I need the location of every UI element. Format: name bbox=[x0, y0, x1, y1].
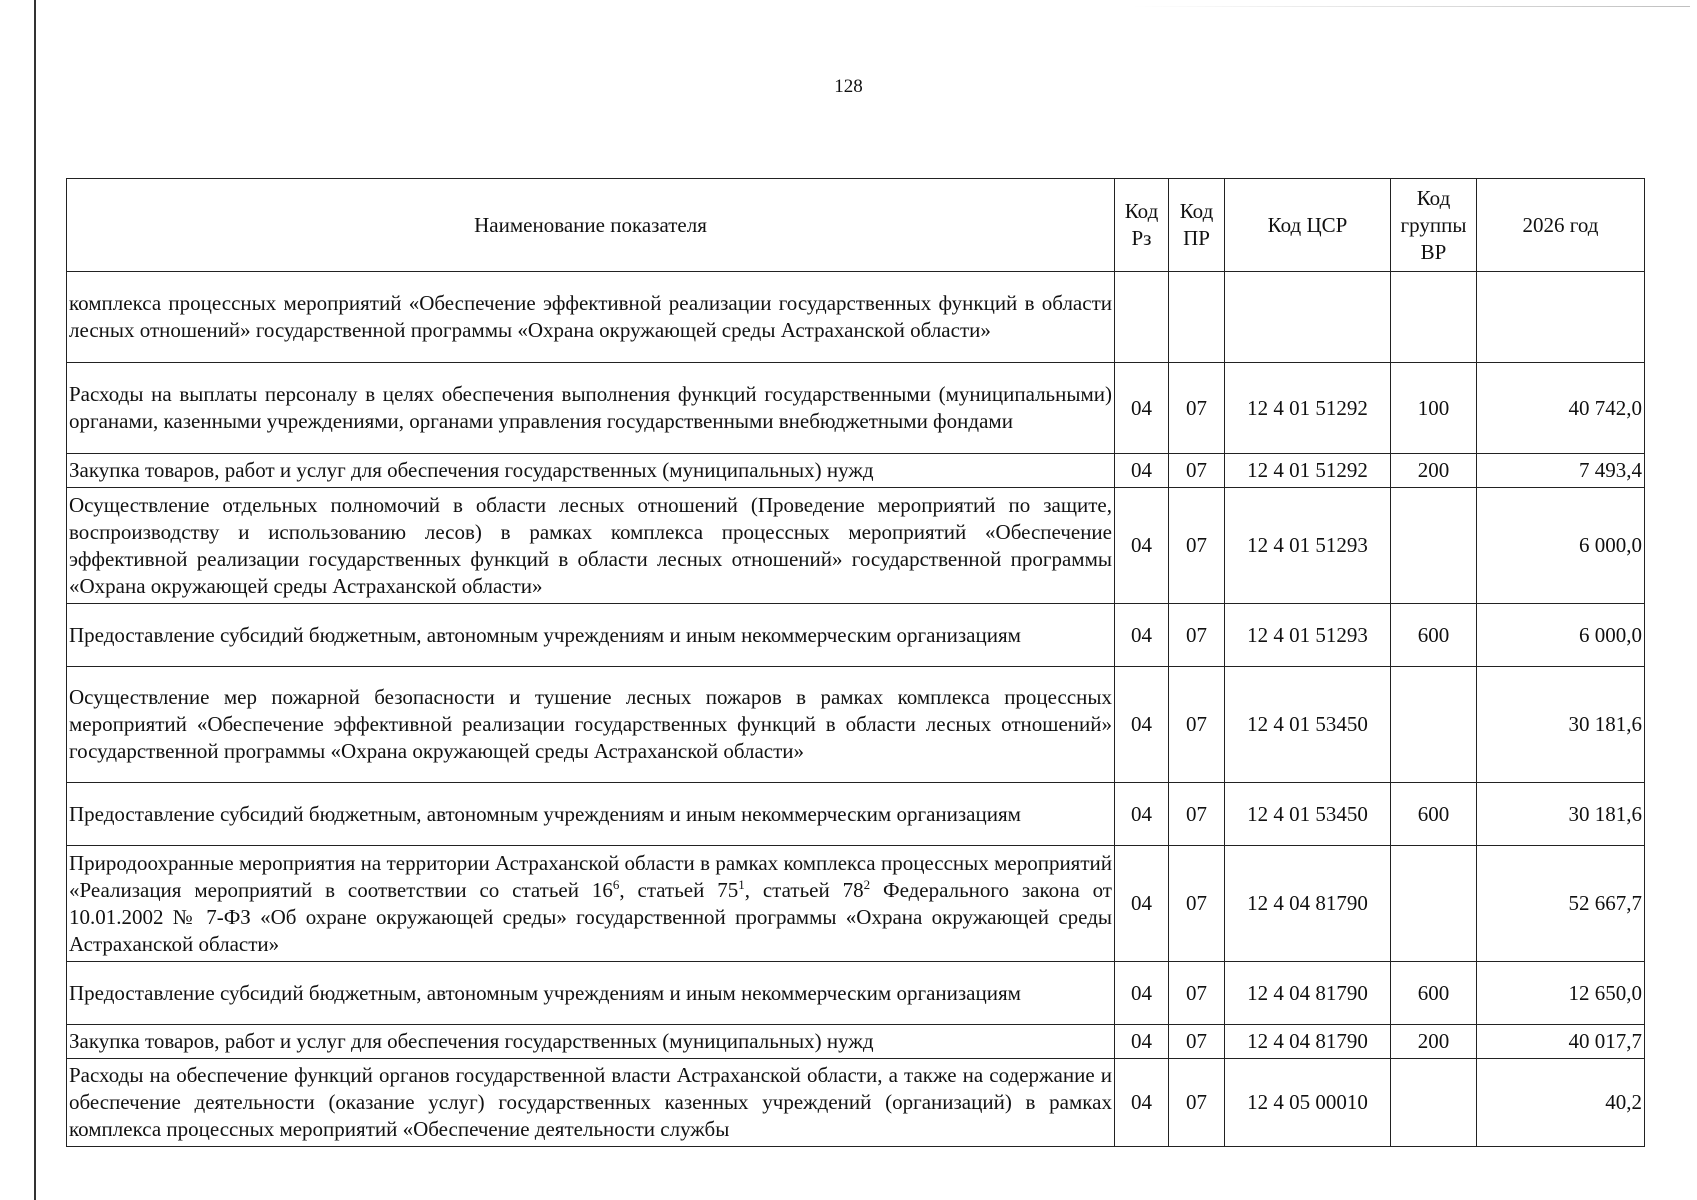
row-pr: 07 bbox=[1169, 783, 1225, 846]
table-row bbox=[67, 604, 1645, 667]
row-name: Закупка товаров, работ и услуг для обеспечения государственных (муниципальных) нужд bbox=[67, 454, 1115, 488]
table-row bbox=[67, 846, 1645, 962]
header-rz: Код Рз bbox=[1115, 179, 1169, 272]
row-name-superscript: 6 bbox=[612, 876, 620, 892]
row-vr: 100 bbox=[1391, 363, 1477, 454]
row-name: Осуществление отдельных полномочий в области лесных отношений (Проведение мероприятий по защите, воспроизводству и использованию лесов) в рамках комплекса процессных мероприятий «Обеспечение эффективной реализации государственных функций в области лесных отношений» государственной программы «Охрана окружающей среды Астраханской области» bbox=[67, 488, 1115, 604]
row-rz: 04 bbox=[1115, 667, 1169, 783]
row-vr bbox=[1391, 488, 1477, 604]
row-csr: 12 4 01 51293 bbox=[1225, 488, 1391, 604]
row-name: Предоставление субсидий бюджетным, автономным учреждениям и иным некоммерческим организациям bbox=[67, 604, 1115, 667]
row-name-superscript: 2 bbox=[863, 876, 871, 892]
row-name: Осуществление мер пожарной безопасности и тушение лесных пожаров в рамках комплекса процессных мероприятий «Обеспечение эффективной реализации государственных функций в области лесных отношений» государственной программы «Охрана окружающей среды Астраханской области» bbox=[67, 667, 1115, 783]
row-rz: 04 bbox=[1115, 962, 1169, 1025]
row-pr: 07 bbox=[1169, 488, 1225, 604]
row-amount: 40 017,7 bbox=[1477, 1025, 1645, 1059]
page-number: 128 bbox=[834, 76, 863, 97]
row-csr: 12 4 01 51293 bbox=[1225, 604, 1391, 667]
row-csr: 12 4 04 81790 bbox=[1225, 846, 1391, 962]
row-amount: 30 181,6 bbox=[1477, 783, 1645, 846]
row-amount bbox=[1477, 272, 1645, 363]
table-row bbox=[67, 667, 1645, 783]
row-amount: 52 667,7 bbox=[1477, 846, 1645, 962]
header-row bbox=[67, 179, 1645, 272]
header-pr: Код ПР bbox=[1169, 179, 1225, 272]
row-name: Расходы на обеспечение функций органов государственной власти Астраханской области, а также на содержание и обеспечение деятельности (оказание услуг) государственных казенных учреждений (организаций) в рамках комплекса процессных мероприятий «Обеспечение деятельности службы bbox=[67, 1059, 1115, 1147]
row-amount: 6 000,0 bbox=[1477, 488, 1645, 604]
row-amount: 7 493,4 bbox=[1477, 454, 1645, 488]
row-pr: 07 bbox=[1169, 846, 1225, 962]
row-vr: 200 bbox=[1391, 1025, 1477, 1059]
row-pr: 07 bbox=[1169, 962, 1225, 1025]
row-vr: 200 bbox=[1391, 454, 1477, 488]
row-pr bbox=[1169, 272, 1225, 363]
row-pr: 07 bbox=[1169, 1025, 1225, 1059]
row-csr: 12 4 04 81790 bbox=[1225, 962, 1391, 1025]
row-amount: 6 000,0 bbox=[1477, 604, 1645, 667]
row-rz: 04 bbox=[1115, 604, 1169, 667]
row-amount: 12 650,0 bbox=[1477, 962, 1645, 1025]
row-pr: 07 bbox=[1169, 454, 1225, 488]
row-vr: 600 bbox=[1391, 783, 1477, 846]
row-rz: 04 bbox=[1115, 488, 1169, 604]
row-rz: 04 bbox=[1115, 454, 1169, 488]
row-amount: 40 742,0 bbox=[1477, 363, 1645, 454]
row-name: Предоставление субсидий бюджетным, автономным учреждениям и иным некоммерческим организациям bbox=[67, 783, 1115, 846]
row-rz: 04 bbox=[1115, 846, 1169, 962]
row-csr bbox=[1225, 272, 1391, 363]
row-name-part: , статьей 75 bbox=[619, 877, 739, 902]
row-pr: 07 bbox=[1169, 1059, 1225, 1147]
row-pr: 07 bbox=[1169, 604, 1225, 667]
row-vr bbox=[1391, 272, 1477, 363]
table-row bbox=[67, 454, 1645, 488]
header-csr: Код ЦСР bbox=[1225, 179, 1391, 272]
row-name-superscript: 1 bbox=[738, 876, 745, 892]
table-row bbox=[67, 783, 1645, 846]
row-name bbox=[67, 846, 1115, 962]
row-name: комплекса процессных мероприятий «Обеспечение эффективной реализации государственных функций в области лесных отношений» государственной программы «Охрана окружающей среды Астраханской области» bbox=[67, 272, 1115, 363]
scan-artifact-line bbox=[1130, 6, 1690, 7]
row-vr: 600 bbox=[1391, 962, 1477, 1025]
row-name-part: Природоохранные мероприятия на территории Астраханской области в рамках комплекса процессных мероприятий «Реализация мероприятий в соответствии со статьей 16 bbox=[69, 850, 1112, 902]
binding-margin-line bbox=[34, 0, 36, 1200]
row-pr: 07 bbox=[1169, 667, 1225, 783]
header-name: Наименование показателя bbox=[67, 179, 1115, 272]
header-vr: Код группы ВР bbox=[1391, 179, 1477, 272]
row-rz bbox=[1115, 272, 1169, 363]
row-rz: 04 bbox=[1115, 1025, 1169, 1059]
header-year: 2026 год bbox=[1477, 179, 1645, 272]
row-vr bbox=[1391, 1059, 1477, 1147]
table-row bbox=[67, 1025, 1645, 1059]
row-csr: 12 4 01 53450 bbox=[1225, 667, 1391, 783]
row-name: Закупка товаров, работ и услуг для обеспечения государственных (муниципальных) нужд bbox=[67, 1025, 1115, 1059]
row-pr: 07 bbox=[1169, 363, 1225, 454]
row-csr: 12 4 01 53450 bbox=[1225, 783, 1391, 846]
row-vr: 600 bbox=[1391, 604, 1477, 667]
row-rz: 04 bbox=[1115, 1059, 1169, 1147]
table-row bbox=[67, 272, 1645, 363]
budget-table bbox=[66, 178, 1645, 1147]
table-row bbox=[67, 1059, 1645, 1147]
row-csr: 12 4 01 51292 bbox=[1225, 363, 1391, 454]
row-rz: 04 bbox=[1115, 363, 1169, 454]
table-row bbox=[67, 363, 1645, 454]
row-amount: 30 181,6 bbox=[1477, 667, 1645, 783]
table-row bbox=[67, 962, 1645, 1025]
row-csr: 12 4 01 51292 bbox=[1225, 454, 1391, 488]
table-row bbox=[67, 488, 1645, 604]
row-csr: 12 4 05 00010 bbox=[1225, 1059, 1391, 1147]
row-name-part: Федерального закона от 10.01.2002 № 7-ФЗ «Об охране окружающей среды» государственной программы «Охрана окружающей среды Астраханской области» bbox=[69, 877, 1112, 956]
row-name: Расходы на выплаты персоналу в целях обеспечения выполнения функций государственными (муниципальными) органами, казенными учреждениями, органами управления государственными внебюджетными фондами bbox=[67, 363, 1115, 454]
row-vr bbox=[1391, 846, 1477, 962]
row-name-part: , статьей 78 bbox=[744, 877, 864, 902]
row-rz: 04 bbox=[1115, 783, 1169, 846]
row-name: Предоставление субсидий бюджетным, автономным учреждениям и иным некоммерческим организациям bbox=[67, 962, 1115, 1025]
row-csr: 12 4 04 81790 bbox=[1225, 1025, 1391, 1059]
row-vr bbox=[1391, 667, 1477, 783]
row-amount: 40,2 bbox=[1477, 1059, 1645, 1147]
